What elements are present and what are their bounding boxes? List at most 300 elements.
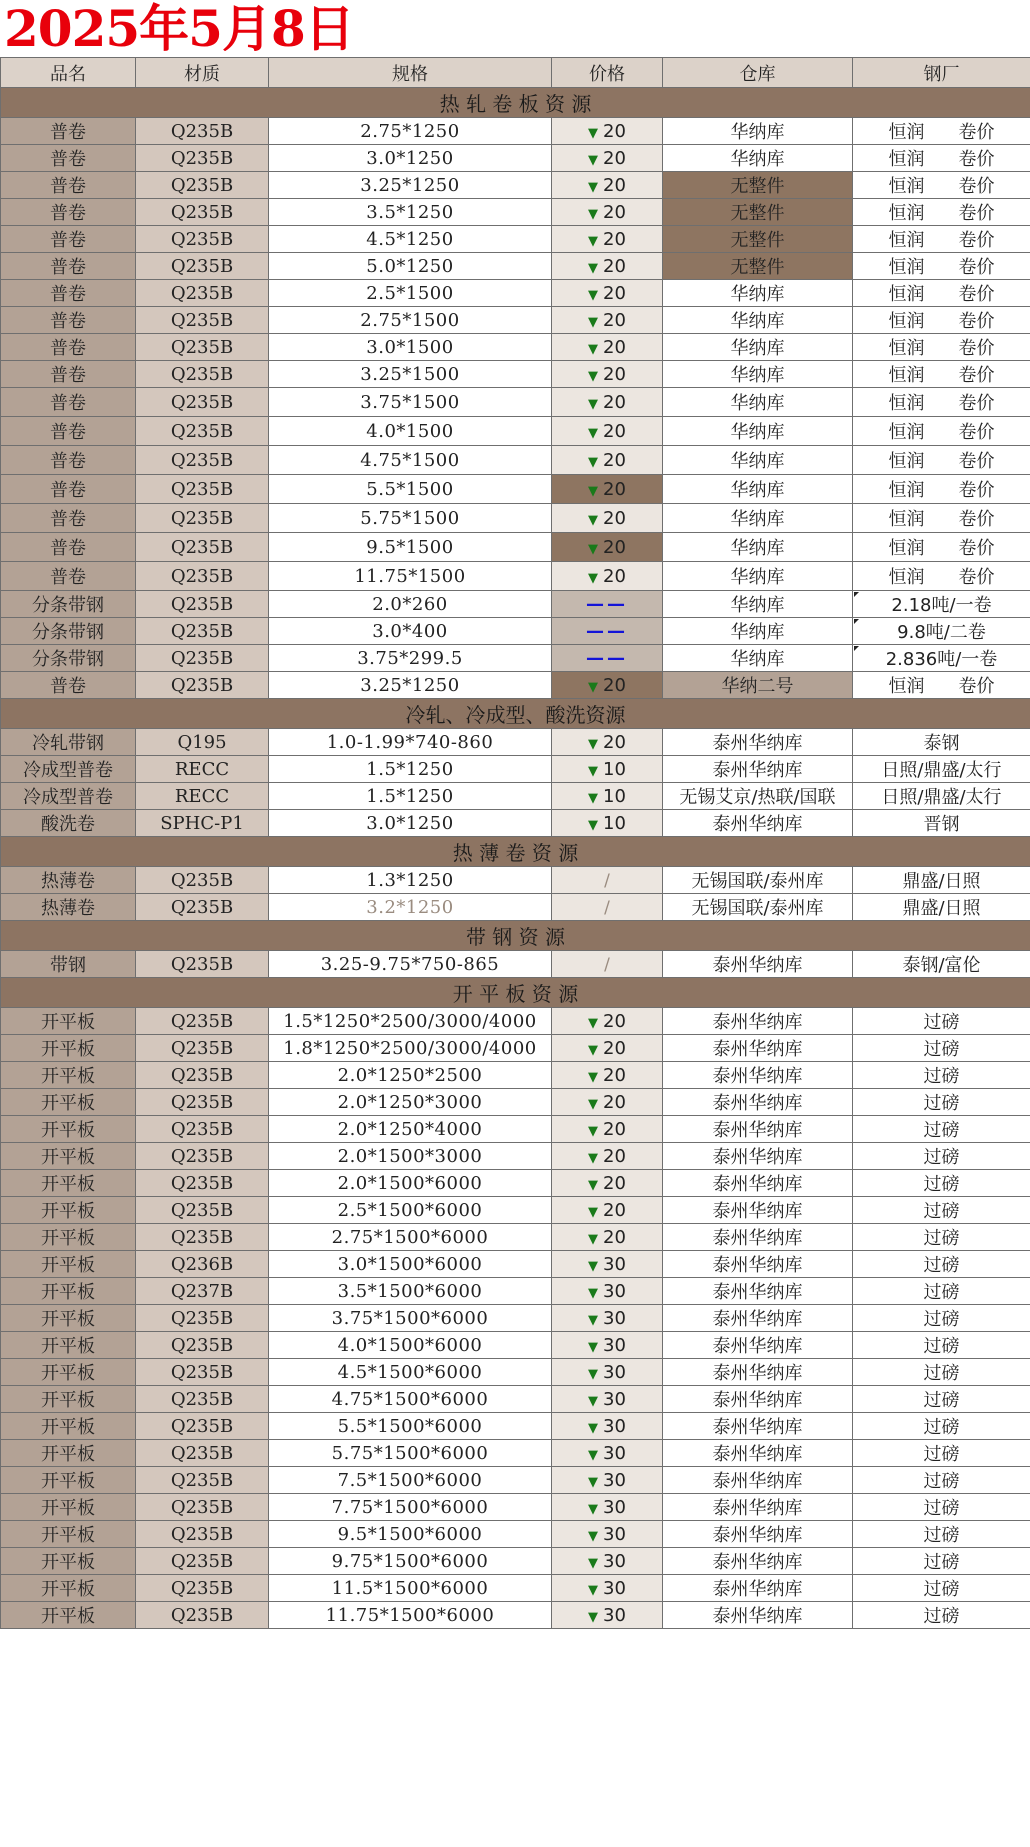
material-cell: Q235B [136, 1521, 269, 1548]
mill-cell [853, 280, 1030, 307]
spec-text: 2.0*1500*3000 [337, 1145, 483, 1167]
mill-name: 过磅 [923, 1579, 960, 1600]
down-arrow-icon: ▼ [588, 790, 599, 806]
mill-cell [853, 533, 1030, 562]
spec-cell [269, 783, 552, 810]
price-cell [552, 1197, 663, 1224]
price-cell [552, 1305, 663, 1332]
price-cell [552, 618, 663, 645]
product-name-cell: 分条带钢 [1, 591, 136, 618]
price-cell [552, 1467, 663, 1494]
mill-note: 卷价 [958, 338, 995, 359]
mill-cell [853, 1305, 1030, 1332]
table-row [1, 1116, 1030, 1143]
price-cell [552, 280, 663, 307]
mill-cell [853, 504, 1030, 533]
mill-cell [853, 1440, 1030, 1467]
product-name-cell: 带钢 [1, 951, 136, 978]
warehouse-cell: 华纳库 [663, 307, 853, 334]
product-name-cell: 开平板 [1, 1440, 136, 1467]
table-row [1, 504, 1030, 533]
product-name-cell: 普卷 [1, 417, 136, 446]
mill-cell [853, 756, 1030, 783]
warehouse-cell: 泰州华纳库 [663, 1170, 853, 1197]
down-arrow-icon: ▼ [588, 1150, 599, 1166]
mill-name: 恒润 [888, 338, 925, 359]
material-cell: Q235B [136, 361, 269, 388]
price-change-value: 30 [603, 1604, 626, 1626]
spec-cell [269, 145, 552, 172]
warehouse-cell: 泰州华纳库 [663, 1440, 853, 1467]
comment-marker-icon [854, 646, 859, 651]
down-arrow-icon: ▼ [588, 1339, 599, 1355]
spec-text: 1.0-1.99*740-860 [326, 731, 494, 753]
warehouse-cell: 华纳库 [663, 417, 853, 446]
spec-cell [269, 1413, 552, 1440]
spec-cell [269, 280, 552, 307]
mill-name: 过磅 [923, 1606, 960, 1627]
price-change-value: 20 [603, 1064, 626, 1086]
price-cell [552, 172, 663, 199]
mill-name: 恒润 [888, 676, 925, 697]
material-cell: Q235B [136, 1143, 269, 1170]
table-row [1, 1602, 1030, 1629]
down-arrow-icon: ▼ [588, 1528, 599, 1544]
warehouse-cell: 泰州华纳库 [663, 1062, 853, 1089]
material-cell: Q235B [136, 226, 269, 253]
mill-cell [853, 1062, 1030, 1089]
down-arrow-icon: ▼ [588, 233, 599, 249]
material-cell: Q237B [136, 1278, 269, 1305]
spec-text: 9.5*1500 [366, 536, 454, 558]
material-cell: RECC [136, 783, 269, 810]
material-cell: Q195 [136, 729, 269, 756]
mill-name: 过磅 [923, 1309, 960, 1330]
down-arrow-icon: ▼ [588, 206, 599, 222]
mill-cell [853, 199, 1030, 226]
spec-text: 11.75*1500*6000 [325, 1604, 495, 1626]
price-cell [552, 118, 663, 145]
product-name-cell: 开平板 [1, 1305, 136, 1332]
section-title: 带 钢 资 源 [1, 921, 1030, 951]
table-row [1, 446, 1030, 475]
warehouse-cell: 泰州华纳库 [663, 1602, 853, 1629]
price-cell [552, 729, 663, 756]
mill-name: 过磅 [923, 1174, 960, 1195]
spec-text: 5.0*1250 [366, 255, 454, 277]
down-arrow-icon: ▼ [588, 1123, 599, 1139]
price-cell [552, 417, 663, 446]
mill-cell [853, 1332, 1030, 1359]
product-name-cell: 开平板 [1, 1575, 136, 1602]
material-cell: Q235B [136, 172, 269, 199]
table-row [1, 226, 1030, 253]
spec-text: 4.5*1500*6000 [337, 1361, 483, 1383]
spec-cell [269, 645, 552, 672]
mill-name: 恒润 [888, 122, 925, 143]
material-cell: Q235B [136, 1035, 269, 1062]
spec-cell [269, 1386, 552, 1413]
spec-text: 2.5*1500*6000 [337, 1199, 483, 1221]
product-name-cell: 开平板 [1, 1548, 136, 1575]
down-arrow-icon: ▼ [588, 736, 599, 752]
mill-name: 晋钢 [923, 814, 960, 835]
mill-cell [853, 1521, 1030, 1548]
header-mill: 钢厂 [853, 58, 1030, 88]
material-cell: Q235B [136, 446, 269, 475]
price-cell [552, 1494, 663, 1521]
spec-cell [269, 1143, 552, 1170]
material-cell: Q235B [136, 145, 269, 172]
section-header-row [1, 921, 1030, 951]
spec-text: 3.75*299.5 [357, 647, 463, 669]
down-arrow-icon: ▼ [588, 152, 599, 168]
mill-name: 过磅 [923, 1120, 960, 1141]
spec-cell [269, 810, 552, 837]
spec-text: 1.5*1250 [366, 785, 454, 807]
material-cell: Q235B [136, 504, 269, 533]
price-change-value: 30 [603, 1496, 626, 1518]
header-name: 品名 [1, 58, 136, 88]
spec-cell [269, 172, 552, 199]
spec-cell [269, 1521, 552, 1548]
spec-cell [269, 562, 552, 591]
material-cell: Q235B [136, 645, 269, 672]
warehouse-cell: 华纳库 [663, 645, 853, 672]
warehouse-cell: 泰州华纳库 [663, 756, 853, 783]
mill-name: 恒润 [888, 257, 925, 278]
mill-note: 卷价 [958, 567, 995, 588]
price-change-value: 20 [603, 363, 626, 385]
table-row [1, 280, 1030, 307]
price-change-value: 30 [603, 1307, 626, 1329]
down-arrow-icon: ▼ [588, 287, 599, 303]
spec-cell [269, 361, 552, 388]
down-arrow-icon: ▼ [588, 260, 599, 276]
spec-cell [269, 672, 552, 699]
mill-note: 卷价 [958, 257, 995, 278]
price-change-value: 20 [603, 565, 626, 587]
material-cell: Q235B [136, 618, 269, 645]
price-change-value: 20 [603, 1010, 626, 1032]
product-name-cell: 开平板 [1, 1494, 136, 1521]
price-cell [552, 756, 663, 783]
warehouse-cell: 泰州华纳库 [663, 1251, 853, 1278]
price-cell [552, 1440, 663, 1467]
page-title: 2025年5月8日 [4, 0, 354, 58]
price-cell [552, 1359, 663, 1386]
material-cell: Q235B [136, 562, 269, 591]
warehouse-cell: 华纳库 [663, 504, 853, 533]
price-change-value: 20 [603, 147, 626, 169]
warehouse-cell: 泰州华纳库 [663, 1413, 853, 1440]
product-name-cell: 普卷 [1, 280, 136, 307]
product-name-cell: 开平板 [1, 1521, 136, 1548]
spec-cell [269, 1332, 552, 1359]
price-change-value: 20 [603, 449, 626, 471]
mill-name: 过磅 [923, 1552, 960, 1573]
product-name-cell: 普卷 [1, 145, 136, 172]
price-change-value: 30 [603, 1280, 626, 1302]
material-cell: Q235B [136, 1332, 269, 1359]
table-row [1, 1170, 1030, 1197]
price-cell [552, 672, 663, 699]
price-cell [552, 307, 663, 334]
price-cell [552, 1224, 663, 1251]
table-row [1, 1143, 1030, 1170]
mill-cell [853, 1494, 1030, 1521]
warehouse-cell: 泰州华纳库 [663, 1467, 853, 1494]
product-name-cell: 开平板 [1, 1062, 136, 1089]
price-change-value: 20 [603, 1226, 626, 1248]
price-change-value: 20 [603, 507, 626, 529]
warehouse-cell: 华纳库 [663, 361, 853, 388]
header-material: 材质 [136, 58, 269, 88]
product-name-cell: 开平板 [1, 1332, 136, 1359]
mill-cell [853, 253, 1030, 280]
mill-note: 卷价 [958, 509, 995, 530]
table-row [1, 1359, 1030, 1386]
spec-cell [269, 1602, 552, 1629]
material-cell: SPHC-P1 [136, 810, 269, 837]
product-name-cell: 分条带钢 [1, 645, 136, 672]
warehouse-cell: 泰州华纳库 [663, 1305, 853, 1332]
warehouse-cell: 无整件 [663, 226, 853, 253]
spec-text: 2.75*1500*6000 [331, 1226, 489, 1248]
mill-cell [853, 1035, 1030, 1062]
material-cell: RECC [136, 756, 269, 783]
mill-name: 恒润 [888, 284, 925, 305]
product-name-cell: 冷成型普卷 [1, 756, 136, 783]
spec-cell [269, 1062, 552, 1089]
spec-text: 5.5*1500*6000 [337, 1415, 483, 1437]
mill-cell [853, 951, 1030, 978]
down-arrow-icon: ▼ [588, 179, 599, 195]
material-cell: Q235B [136, 334, 269, 361]
mill-cell [853, 361, 1030, 388]
section-header-row [1, 88, 1030, 118]
mill-cell [853, 1602, 1030, 1629]
spec-cell [269, 118, 552, 145]
spec-cell [269, 1251, 552, 1278]
mill-name: 过磅 [923, 1417, 960, 1438]
mill-note: 卷价 [958, 176, 995, 197]
product-name-cell: 普卷 [1, 226, 136, 253]
spec-text: 4.0*1500*6000 [337, 1334, 483, 1356]
price-cell [552, 475, 663, 504]
warehouse-cell: 无锡艾京/热联/国联 [663, 783, 853, 810]
product-name-cell: 酸洗卷 [1, 810, 136, 837]
price-cell [552, 1251, 663, 1278]
spec-text: 4.5*1250 [366, 228, 454, 250]
spec-text: 5.75*1500 [360, 507, 460, 529]
section-title: 冷轧、冷成型、酸洗资源 [1, 699, 1030, 729]
material-cell: Q235B [136, 1359, 269, 1386]
mill-note: 卷价 [958, 676, 995, 697]
warehouse-cell: 泰州华纳库 [663, 1035, 853, 1062]
price-cell [552, 1143, 663, 1170]
spec-text: 4.75*1500*6000 [331, 1388, 489, 1410]
mill-cell [853, 446, 1030, 475]
price-cell [552, 1575, 663, 1602]
table-row [1, 1008, 1030, 1035]
table-row [1, 810, 1030, 837]
price-cell [552, 1116, 663, 1143]
table-row [1, 199, 1030, 226]
down-arrow-icon: ▼ [588, 396, 599, 412]
mill-cell [853, 1575, 1030, 1602]
warehouse-cell: 泰州华纳库 [663, 1332, 853, 1359]
mill-name: 过磅 [923, 1336, 960, 1357]
product-name-cell: 开平板 [1, 1413, 136, 1440]
mill-cell [853, 1251, 1030, 1278]
spec-cell [269, 1440, 552, 1467]
mill-cell [853, 867, 1030, 894]
spec-text: 1.5*1250*2500/3000/4000 [283, 1010, 537, 1032]
price-cell [552, 446, 663, 475]
mill-note: 卷价 [958, 230, 995, 251]
material-cell: Q236B [136, 1251, 269, 1278]
product-name-cell: 开平板 [1, 1386, 136, 1413]
warehouse-cell: 无锡国联/泰州库 [663, 867, 853, 894]
down-arrow-icon: ▼ [588, 1501, 599, 1517]
mill-cell [853, 894, 1030, 921]
spec-cell [269, 729, 552, 756]
mill-cell [853, 672, 1030, 699]
mill-cell [853, 172, 1030, 199]
mill-cell [853, 226, 1030, 253]
table-row [1, 1575, 1030, 1602]
price-change-value: 20 [603, 1118, 626, 1140]
material-cell: Q235B [136, 475, 269, 504]
material-cell: Q235B [136, 1440, 269, 1467]
warehouse-cell: 泰州华纳库 [663, 1575, 853, 1602]
price-slash: / [604, 954, 610, 975]
table-row [1, 756, 1030, 783]
mill-name: 过磅 [923, 1039, 960, 1060]
spec-cell [269, 417, 552, 446]
warehouse-cell: 泰州华纳库 [663, 1359, 853, 1386]
mill-note: 卷价 [958, 393, 995, 414]
mill-note: 卷价 [958, 365, 995, 386]
spec-cell [269, 756, 552, 783]
mill-cell [853, 1089, 1030, 1116]
table-row [1, 1521, 1030, 1548]
product-name-cell: 开平板 [1, 1143, 136, 1170]
spec-text: 9.75*1500*6000 [331, 1550, 489, 1572]
price-change-value: 20 [603, 282, 626, 304]
product-name-cell: 开平板 [1, 1116, 136, 1143]
table-row [1, 118, 1030, 145]
mill-name: 过磅 [923, 1228, 960, 1249]
warehouse-cell: 华纳库 [663, 562, 853, 591]
price-cell [552, 253, 663, 280]
mill-cell [853, 334, 1030, 361]
down-arrow-icon: ▼ [588, 1474, 599, 1490]
price-change-value: 20 [603, 731, 626, 753]
spec-cell [269, 1548, 552, 1575]
mill-name: 鼎盛/日照 [902, 871, 981, 892]
price-cell [552, 1413, 663, 1440]
spec-text: 2.75*1250 [360, 120, 460, 142]
mill-name: 恒润 [888, 176, 925, 197]
price-cell [552, 1386, 663, 1413]
price-slash: / [604, 897, 610, 918]
warehouse-cell: 无整件 [663, 172, 853, 199]
product-name-cell: 开平板 [1, 1035, 136, 1062]
spec-cell [269, 1467, 552, 1494]
price-cell [552, 1170, 663, 1197]
price-change-value: 20 [603, 1172, 626, 1194]
product-name-cell: 普卷 [1, 199, 136, 226]
price-cell [552, 361, 663, 388]
section-title: 开 平 板 资 源 [1, 978, 1030, 1008]
spec-text: 3.25*1250 [360, 674, 460, 696]
spec-cell [269, 1494, 552, 1521]
table-body [1, 58, 1030, 1629]
down-arrow-icon: ▼ [588, 817, 599, 833]
price-change-value: 10 [603, 812, 626, 834]
mill-name: 过磅 [923, 1525, 960, 1546]
mill-name: 恒润 [888, 451, 925, 472]
product-name-cell: 开平板 [1, 1602, 136, 1629]
mill-name: 过磅 [923, 1066, 960, 1087]
price-table [0, 57, 1030, 1629]
down-arrow-icon: ▼ [588, 454, 599, 470]
mill-name: 2.18吨/一卷 [891, 595, 992, 616]
price-change-value: 30 [603, 1415, 626, 1437]
down-arrow-icon: ▼ [588, 1204, 599, 1220]
spec-cell [269, 533, 552, 562]
product-name-cell: 开平板 [1, 1197, 136, 1224]
warehouse-cell: 泰州华纳库 [663, 1224, 853, 1251]
price-cell [552, 562, 663, 591]
mill-cell [853, 645, 1030, 672]
product-name-cell: 普卷 [1, 475, 136, 504]
mill-name: 恒润 [888, 203, 925, 224]
price-cell [552, 1035, 663, 1062]
down-arrow-icon: ▼ [588, 1285, 599, 1301]
price-cell [552, 783, 663, 810]
table-row [1, 1224, 1030, 1251]
down-arrow-icon: ▼ [588, 314, 599, 330]
spec-text: 7.5*1500*6000 [337, 1469, 483, 1491]
mill-name: 恒润 [888, 538, 925, 559]
mill-name: 恒润 [888, 422, 925, 443]
product-name-cell: 普卷 [1, 562, 136, 591]
down-arrow-icon: ▼ [588, 483, 599, 499]
product-name-cell: 冷成型普卷 [1, 783, 136, 810]
spec-cell [269, 1116, 552, 1143]
down-arrow-icon: ▼ [588, 763, 599, 779]
price-cell [552, 1089, 663, 1116]
down-arrow-icon: ▼ [588, 1312, 599, 1328]
price-change-value: 30 [603, 1523, 626, 1545]
product-name-cell: 热薄卷 [1, 894, 136, 921]
spec-cell [269, 894, 552, 921]
mill-name: 9.8吨/二卷 [897, 622, 986, 643]
product-name-cell: 分条带钢 [1, 618, 136, 645]
warehouse-cell: 泰州华纳库 [663, 810, 853, 837]
table-row [1, 618, 1030, 645]
down-arrow-icon: ▼ [588, 1393, 599, 1409]
mill-name: 过磅 [923, 1444, 960, 1465]
spec-text: 3.25-9.75*750-865 [320, 953, 500, 975]
product-name-cell: 普卷 [1, 672, 136, 699]
mill-note: 卷价 [958, 422, 995, 443]
mill-name: 恒润 [888, 230, 925, 251]
warehouse-cell: 华纳库 [663, 475, 853, 504]
